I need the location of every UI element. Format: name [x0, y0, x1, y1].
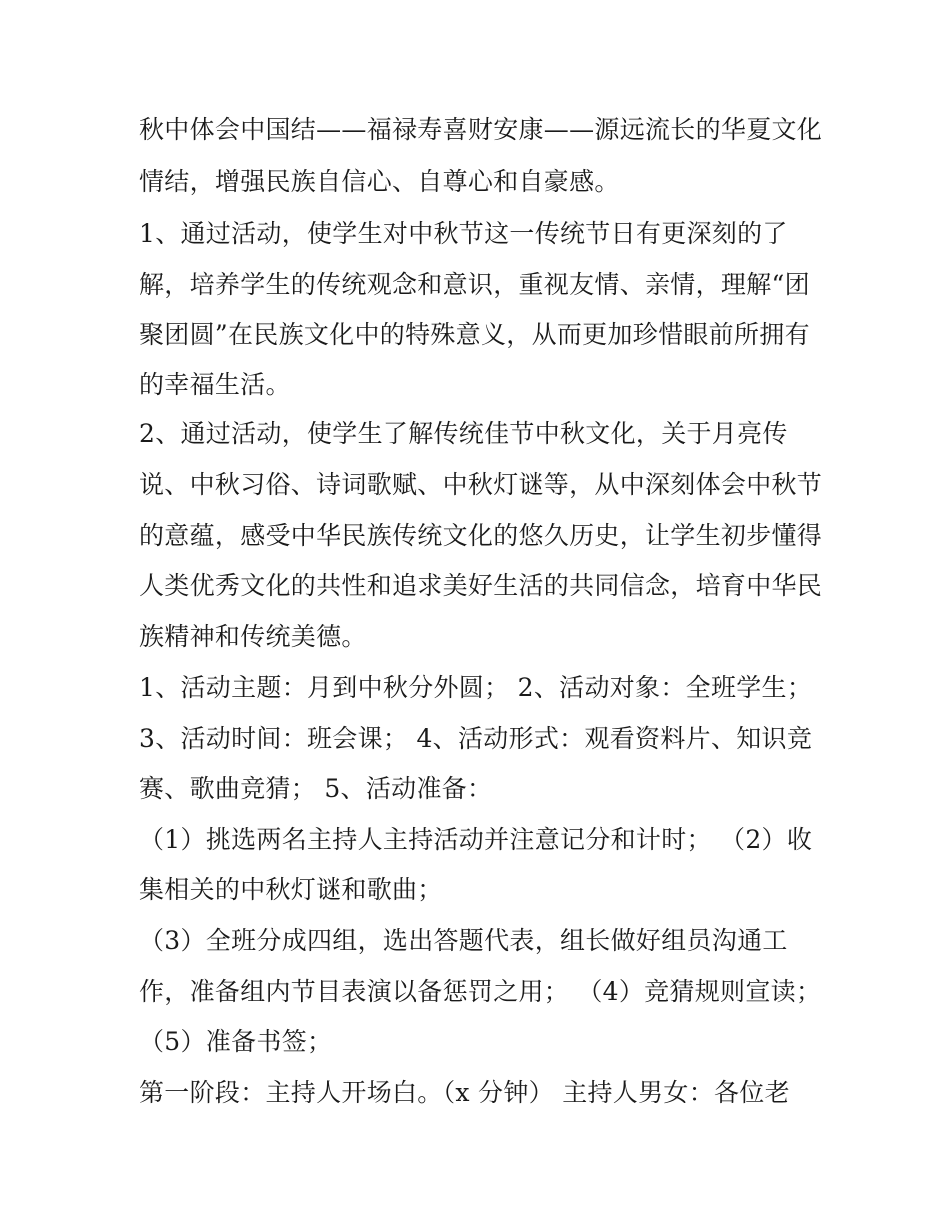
text-line: 情结，增强民族自信心、自尊心和自豪感。 — [139, 167, 620, 196]
text-line: 聚团圆”在民族文化中的特殊意义，从而更加珍惜眼前所拥有 — [139, 320, 810, 349]
text-line: 2、通过活动，使学生了解传统佳节中秋文化，关于月亮传 — [139, 419, 788, 448]
text-line: 的意蕴，感受中华民族传统文化的悠久历史，让学生初步懂得 — [139, 521, 823, 550]
text-line: 解，培养学生的传统观念和意识，重视友情、亲情，理解“团 — [139, 270, 810, 299]
text-line: 人类优秀文化的共性和追求美好生活的共同信念，培育中华民 — [139, 571, 823, 600]
text-line: 第一阶段：主持人开场白。（x 分钟） 主持人男女：各位老 — [139, 1078, 790, 1107]
text-line: 集相关的中秋灯谜和歌曲； — [139, 875, 443, 904]
text-line: 作，准备组内节目表演以备惩罚之用； （4）竞猜规则宣读； — [139, 977, 822, 1006]
text-line: 赛、歌曲竞猜； 5、活动准备： — [139, 774, 493, 803]
text-line: 说、中秋习俗、诗词歌赋、中秋灯谜等，从中深刻体会中秋节 — [139, 470, 823, 499]
text-line: （1）挑选两名主持人主持活动并注意记分和计时； （2）收 — [139, 825, 813, 854]
text-line: 1、通过活动，使学生对中秋节这一传统节日有更深刻的了 — [139, 219, 788, 248]
text-line: 族精神和传统美德。 — [139, 622, 367, 651]
text-line: 的幸福生活。 — [139, 370, 291, 399]
text-line: 3、活动时间：班会课； 4、活动形式：观看资料片、知识竞 — [139, 724, 813, 753]
text-line: （5）准备书签； — [139, 1027, 333, 1056]
text-line: 秋中体会中国结——福禄寿喜财安康——源远流长的华夏文化 — [139, 115, 823, 144]
text-line: 1、活动主题：月到中秋分外圆； 2、活动对象：全班学生； — [139, 673, 813, 702]
text-line: （3）全班分成四组，选出答题代表，组长做好组员沟通工 — [139, 926, 788, 955]
